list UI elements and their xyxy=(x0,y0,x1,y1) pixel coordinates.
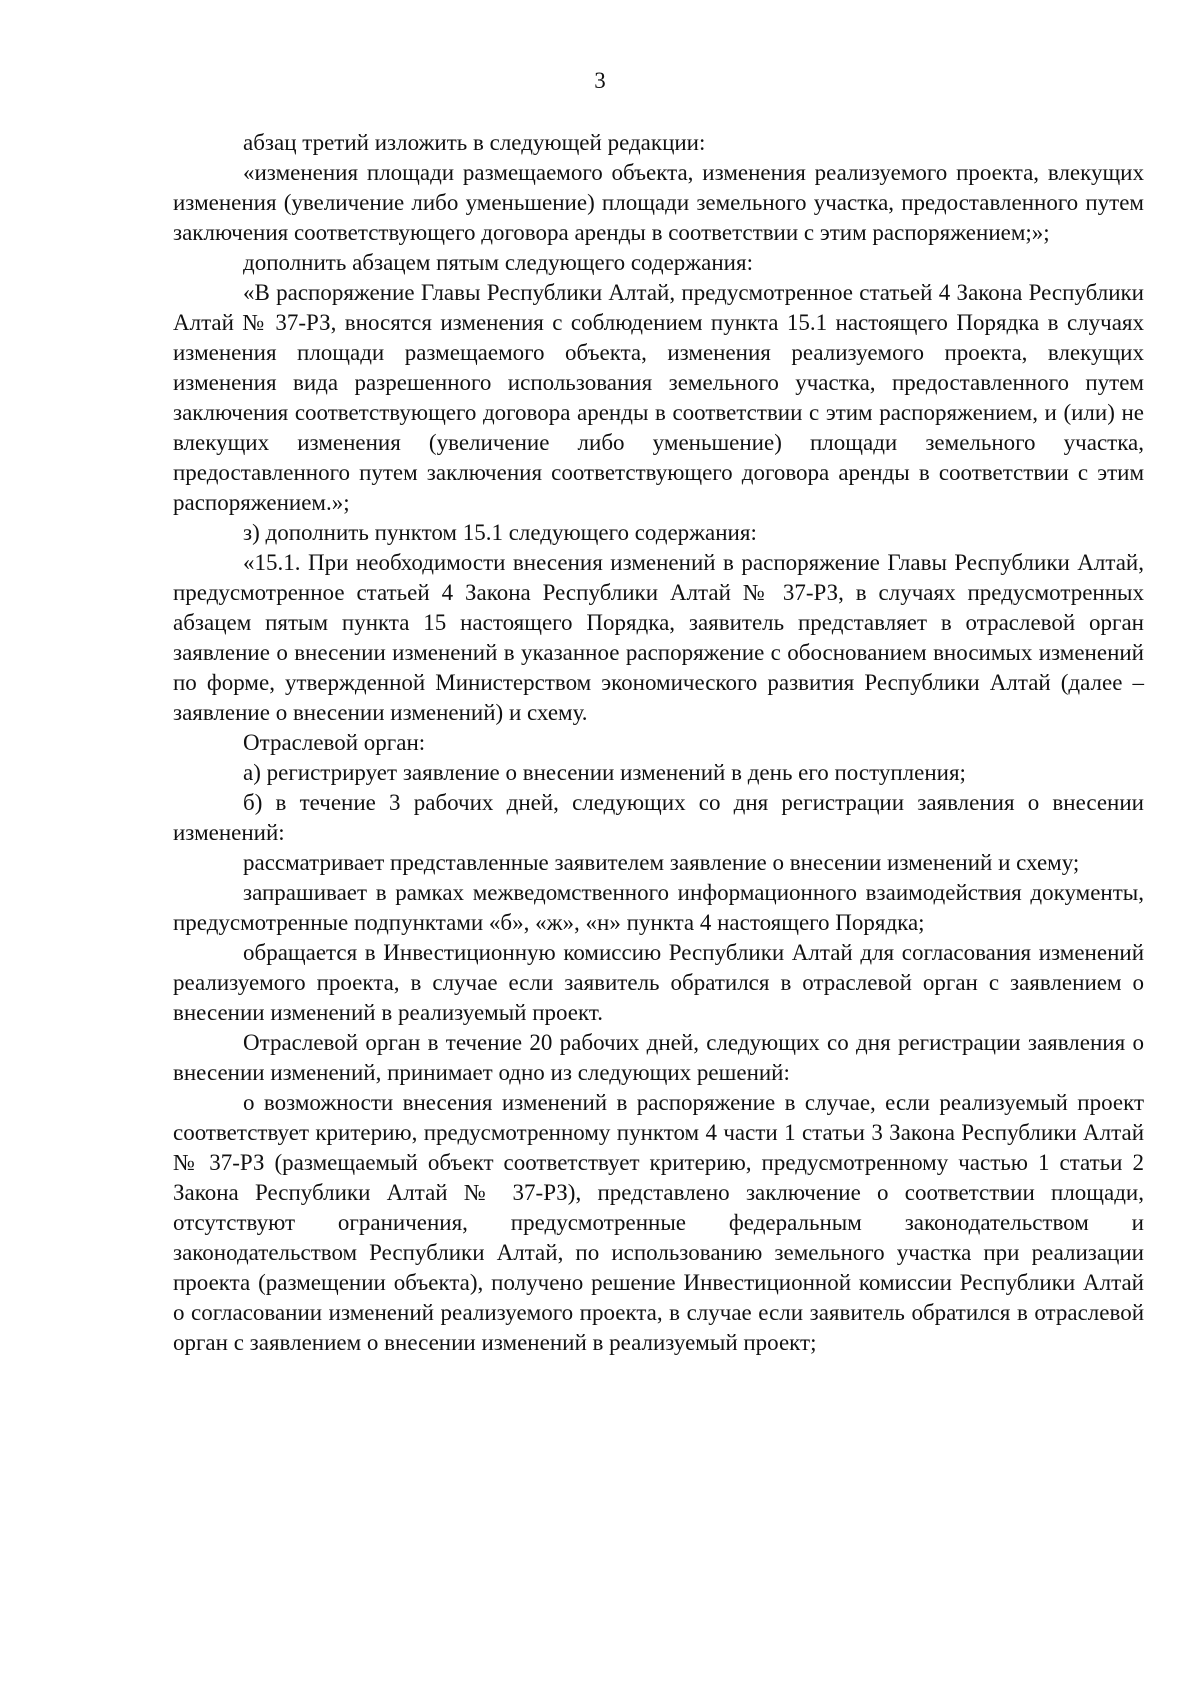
document-body xyxy=(173,128,1144,1358)
paragraph-11: запрашивает в рамках межведомственного информационного взаимодействия документы, предусмотренные подпунктами «б», «ж», «н» пункта 4 настоящего Порядка; xyxy=(173,880,1144,935)
paragraph-5: з) дополнить пунктом 15.1 следующего содержания: xyxy=(243,520,757,545)
paragraph-7: Отраслевой орган: xyxy=(243,730,426,755)
page-number: 3 xyxy=(594,68,606,93)
paragraph-9: б) в течение 3 рабочих дней, следующих со дня регистрации заявления о внесении изменений: xyxy=(173,790,1144,845)
paragraph-13: Отраслевой орган в течение 20 рабочих дней, следующих со дня регистрации заявления о внесении изменений, принимает одно из следующих решений: xyxy=(173,1030,1144,1085)
paragraph-3: дополнить абзацем пятым следующего содержания: xyxy=(243,250,753,275)
paragraph-8: а) регистрирует заявление о внесении изменений в день его поступления; xyxy=(243,760,966,785)
paragraph-10: рассматривает представленные заявителем заявление о внесении изменений и схему; xyxy=(243,850,1080,875)
paragraph-4: «В распоряжение Главы Республики Алтай, предусмотренное статьей 4 Закона Республики Алтай № 37-РЗ, вносятся изменения с соблюдением пункта 15.1 настоящего Порядка в случаях изменения площади размещаемого объекта, изменения реализуемого проекта, влекущих изменения вида разрешенного использования земельного участка, предоставленного путем заключения соответствующего договора аренды в соответствии с этим распоряжением, и (или) не влекущих изменения (увеличение либо уменьшение) площади земельного участка, предоставленного путем заключения соответствующего договора аренды в соответствии с этим распоряжением.»; xyxy=(173,280,1144,515)
paragraph-6: «15.1. При необходимости внесения изменений в распоряжение Главы Республики Алтай, предусмотренное статьей 4 Закона Республики Алтай № 37-РЗ, в случаях предусмотренных абзацем пятым пункта 15 настоящего Порядка, заявитель представляет в отраслевой орган заявление о внесении изменений в указанное распоряжение с обоснованием вносимых изменений по форме, утвержденной Министерством экономического развития Республики Алтай (далее – заявление о внесении изменений) и схему. xyxy=(173,550,1144,725)
paragraph-14: о возможности внесения изменений в распоряжение в случае, если реализуемый проект соответствует критерию, предусмотренному пунктом 4 части 1 статьи 3 Закона Республики Алтай № 37-РЗ (размещаемый объект соответствует критерию, предусмотренному частью 1 статьи 2 Закона Республики Алтай № 37-РЗ), представлено заключение о соответствии площади, отсутствуют ограничения, предусмотренные федеральным законодательством и законодательством Республики Алтай, по использованию земельного участка при реализации проекта (размещении объекта), получено решение Инвестиционной комиссии Республики Алтай о согласовании изменений реализуемого проекта, в случае если заявитель обратился в отраслевой орган с заявлением о внесении изменений в реализуемый проект; xyxy=(173,1090,1144,1355)
paragraph-12: обращается в Инвестиционную комиссию Республики Алтай для согласования изменений реализуемого проекта, в случае если заявитель обратился в отраслевой орган с заявлением о внесении изменений в реализуемый проект. xyxy=(173,940,1144,1025)
paragraph-1: абзац третий изложить в следующей редакции: xyxy=(243,130,706,155)
paragraph-2: «изменения площади размещаемого объекта, изменения реализуемого проекта, влекущих изменения (увеличение либо уменьшение) площади земельного участка, предоставленного путем заключения соответствующего договора аренды в соответствии с этим распоряжением;»; xyxy=(173,160,1144,245)
